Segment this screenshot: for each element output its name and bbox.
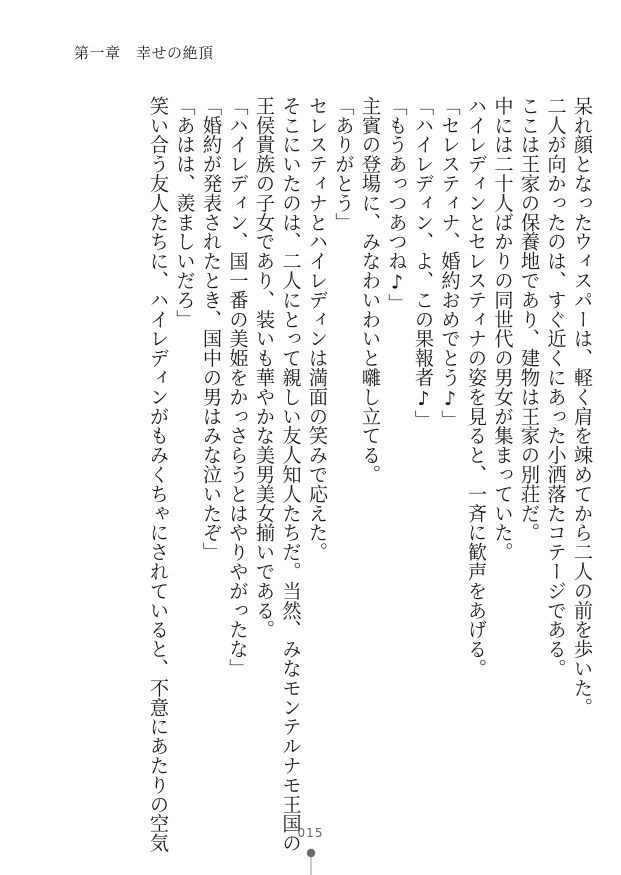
dialogue-line: 「もうあっつあつね♪」 (385, 96, 409, 314)
body-line: ここは王家の保養地であり、建物は王家の別荘だ。 (518, 96, 541, 543)
page-marker-icon (304, 847, 318, 875)
body-line: 中には二十人ばかりの同世代の男女が集まっていた。 (491, 96, 515, 562)
chapter-running-head: 第一章 幸せの絶頂 (74, 44, 214, 62)
body-line: 王侯貴族の子女であり、装いも華やかな美男美女揃いである。 (253, 96, 276, 640)
dialogue-line: 「ハイレディン、よ、この果報者♪」 (412, 96, 435, 430)
body-line: 笑い合う友人たちに、ハイレディンがもみくちゃにされていると、不意にあたりの空気 (147, 96, 170, 853)
body-line: 呆れ顔となったウィスパーは、軽く肩を竦めてから二人の前を歩いた。 (571, 96, 594, 717)
page-number: 015 (297, 826, 324, 840)
dialogue-line: 「あはは、羨ましいだろ」 (173, 96, 197, 329)
body-line: 主賓の登場に、みなわいわいと囃し立てる。 (359, 96, 382, 484)
dialogue-line: 「セレスティナ、婚約おめでとう♪」 (438, 96, 462, 430)
dialogue-line: 「ハイレディン、国一番の美姫をかっさらうとはやりやがったな」 (226, 96, 250, 678)
dialogue-line: 「ありがとう」 (332, 96, 356, 232)
body-line: 二人が向かったのは、すぐ近くにあった小洒落たコテージである。 (544, 96, 568, 678)
dialogue-line: 「婚約が発表されたとき、国中の男はみな泣いたぞ」 (200, 96, 223, 562)
body-line: そこにいたのは、二人にとって親しい友人知人たちだ。当然、みなモンテルナモ王国の (279, 96, 303, 853)
body-line: セレスティナとハイレディンは満面の笑みで応えた。 (306, 96, 329, 562)
body-line: ハイレディンとセレスティナの姿を見ると、一斉に歓声をあげる。 (465, 96, 488, 678)
